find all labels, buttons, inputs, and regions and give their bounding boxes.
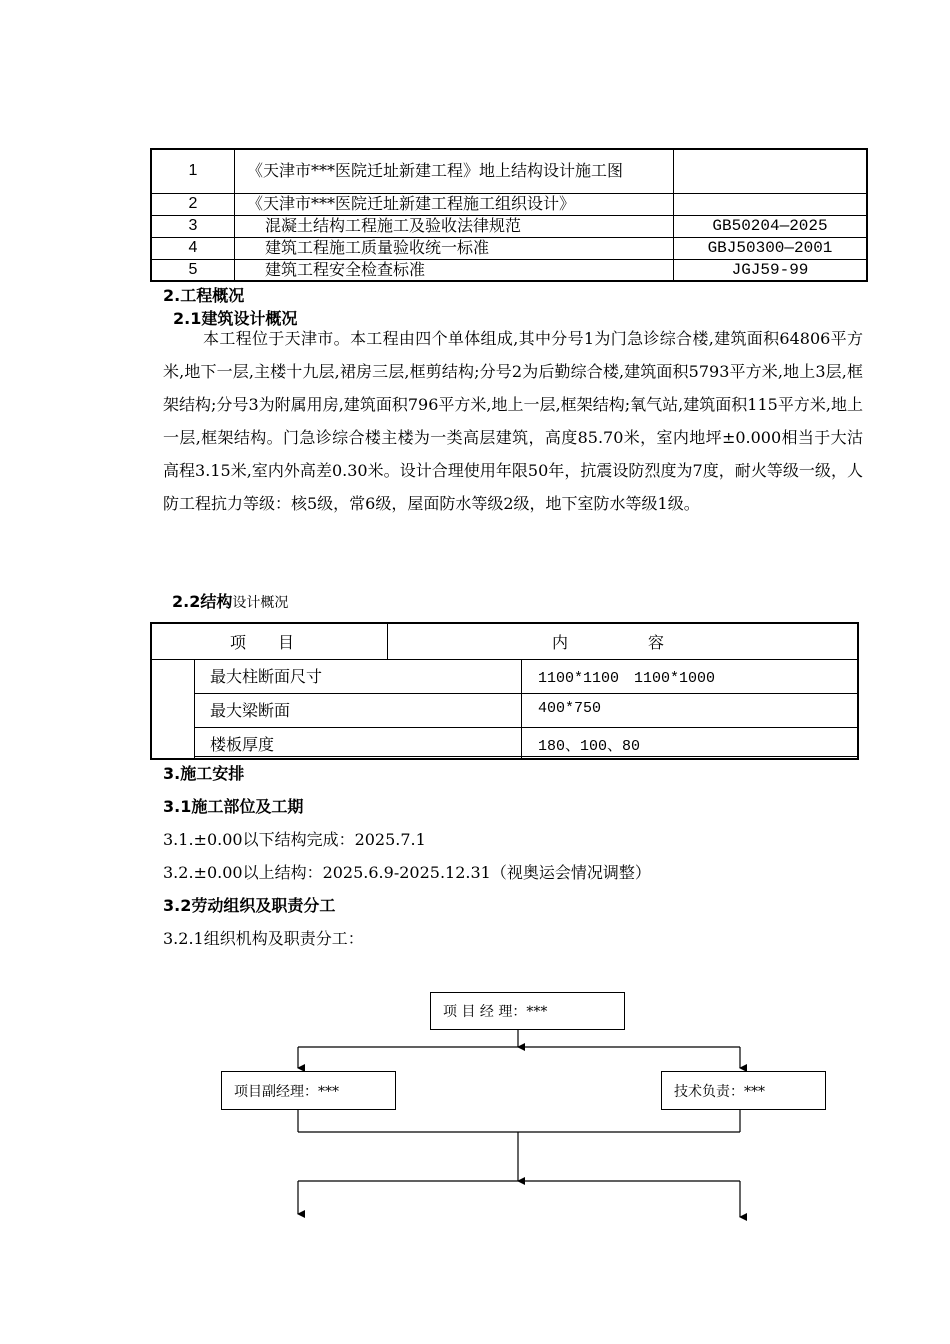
org-box-label: 项 目 经 理：*** [443,1004,548,1020]
row-item: 最大梁断面 [210,701,291,720]
ref-code: JGJ59-99 [674,259,868,281]
ref-code: GB50204—2025 [674,215,868,237]
ref-name: 建筑工程施工质量验收统一标准 [235,237,674,259]
subsection-title: 3.1施工部位及工期 [163,797,304,816]
subsection-title: 3.2劳动组织及职责分工 [163,896,336,915]
ref-no: 3 [151,215,235,237]
row-content: 400*750 [538,700,602,717]
row-content: 1100*1100 1100*1000 [538,670,716,687]
paragraph: 本工程位于天津市。本工程由四个单体组成,其中分号1为门急诊综合楼,建筑面积64806平方米,地下一层,主楼十九层,裙房三层,框剪结构;分号2为后勤综合楼,建筑面积5793平方米,地上3层,框架结构;分号3为附属用房,建筑面积796平方米,地上一层,框架结构;氧气站,建筑面积115平方米,地上一层,框架结构。门急诊综合楼主楼为一类高层建筑，高度85.70米，室内地坪±0.000相当于大沽高程3.15米,室内外高差0.30米。设计合理使用年限50年，抗震设防烈度为7度，耐火等级一级，人防工程抗力等级：核5级，常6级，屋面防水等级2级，地下室防水等级1级。 [163,329,863,513]
org-box-label: 项目副经理：*** [234,1083,339,1100]
row-item: 楼板厚度 [210,735,275,754]
ref-name: 《天津市***医院迁址新建工程施工组织设计》 [235,193,674,215]
subsection-title-rest: 设计概况 [232,595,289,611]
row-item: 最大柱断面尺寸 [210,667,323,686]
subsection-title-bold: 2.2结构 [172,592,233,611]
org-intro-line: 3.2.1组织机构及职责分工： [163,929,364,948]
section-title: 3.施工安排 [163,764,245,783]
header-content: 内 容 [552,633,665,652]
ref-name: 混凝土结构工程施工及验收法律规范 [235,215,674,237]
schedule-line: 3.1.±0.00以下结构完成：2025.7.1 [163,830,426,849]
ref-no: 2 [151,193,235,215]
org-box-label: 技术负责：*** [674,1083,765,1100]
ref-name: 建筑工程安全检查标准 [235,259,674,281]
ref-no: 4 [151,237,235,259]
section-title: 2.工程概况 [163,286,245,305]
ref-no: 5 [151,259,235,281]
row-content: 180、100、80 [538,738,641,755]
ref-code: GBJ50300—2001 [674,237,868,259]
subsection-title: 2.1建筑设计概况 [173,309,298,328]
header-item: 项 目 [230,633,295,652]
ref-name: 《天津市***医院迁址新建工程》地上结构设计施工图 [235,149,674,193]
schedule-line: 3.2.±0.00以上结构：2025.6.9-2025.12.31（视奥运会情况调整） [163,863,651,882]
ref-no: 1 [151,149,235,193]
